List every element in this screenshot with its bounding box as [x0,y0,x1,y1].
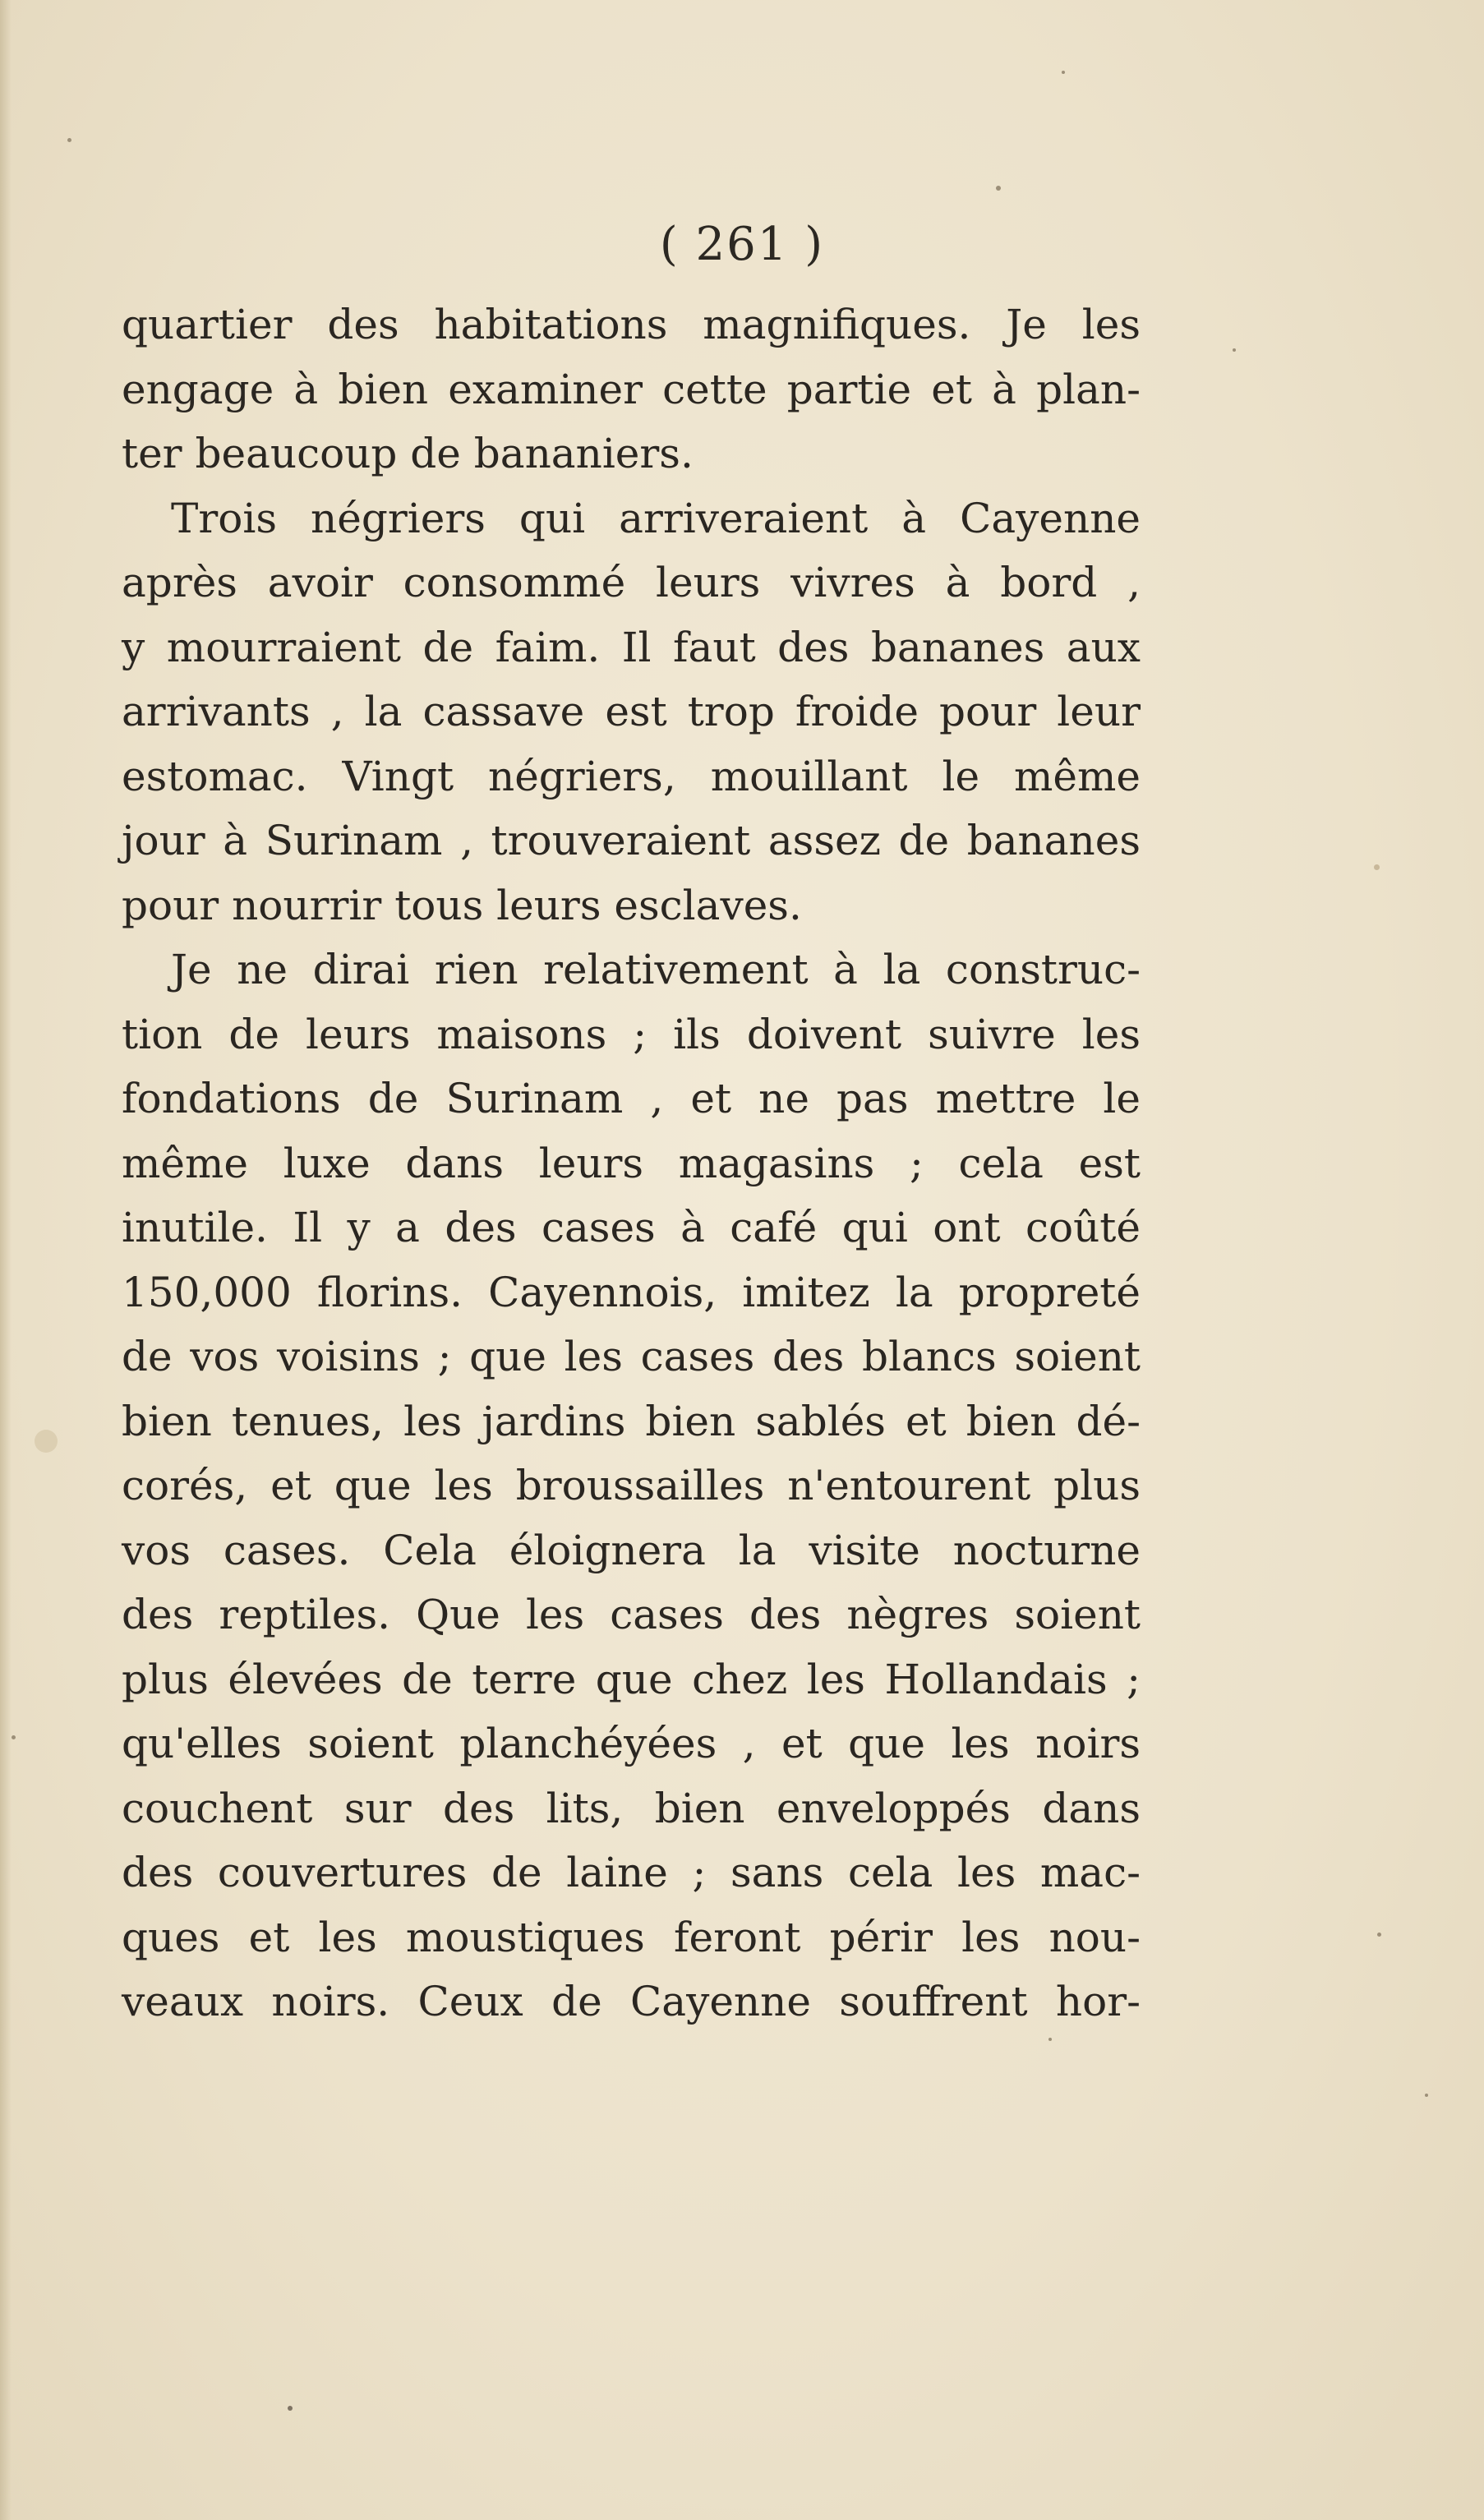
paper-speck [35,1430,58,1453]
text-line: des couvertures de laine ; sans cela les mac- [122,1849,1141,1896]
text-line: vos cases. Cela éloignera la visite nocturne [122,1526,1141,1574]
text-line: tion de leurs maisons ; ils doivent suivre les [122,1010,1141,1058]
body-text [122,293,1141,2034]
text-line: qu'elles soient planchéyées , et que les noirs [122,1720,1141,1767]
text-line: bien tenues, les jardins bien sablés et bien dé- [122,1397,1141,1445]
paper-speck [288,2406,293,2411]
text-line: quartier des habitations magnifiques. Je les [122,301,1141,348]
paper-speck [1062,71,1065,74]
paper-speck [1374,864,1380,870]
text-line: ques et les moustiques feront périr les nou- [122,1913,1141,1961]
text-line: pour nourrir tous leurs esclaves. [122,881,802,929]
text-line: inutile. Il y a des cases à café qui ont coûté [122,1204,1141,1251]
text-line: estomac. Vingt négriers, mouillant le même [122,752,1141,800]
text-line: plus élevées de terre que chez les Hollandais ; [122,1655,1141,1703]
text-line: Trois négriers qui arriveraient à Cayenne [171,494,1141,542]
text-line: après avoir consommé leurs vivres à bord , [122,559,1141,606]
paper-speck [1048,2038,1052,2041]
text-line: 150,000 florins. Cayennois, imitez la propreté [122,1268,1141,1316]
paper-speck [1425,2094,1428,2097]
text-line: y mourraient de faim. Il faut des bananes aux [122,623,1141,671]
paper-speck [996,186,1001,191]
text-line: de vos voisins ; que les cases des blancs soient [122,1333,1141,1380]
paper-speck [12,1735,16,1739]
text-line: des reptiles. Que les cases des nègres soient [122,1591,1141,1638]
text-line: engage à bien examiner cette partie et à plan- [122,365,1141,413]
text-line: ter beaucoup de bananiers. [122,430,694,477]
page-edge-shadow [0,0,12,2520]
text-line: veaux noirs. Ceux de Cayenne souffrent hor- [122,1978,1141,2025]
text-line: même luxe dans leurs magasins ; cela est [122,1139,1141,1187]
text-line: jour à Surinam , trouveraient assez de bananes [122,817,1141,864]
text-line: couchent sur des lits, bien enveloppés dans [122,1784,1141,1832]
paper-speck [1377,1933,1381,1937]
paper-speck [67,138,71,142]
text-line: fondations de Surinam , et ne pas mettre le [122,1075,1141,1122]
paper-speck [1233,348,1236,352]
text-line: arrivants , la cassave est trop froide pour leur [122,688,1141,735]
text-line: corés, et que les broussailles n'entourent plus [122,1462,1141,1509]
page-number: ( 261 ) [659,218,825,271]
text-line: Je ne dirai rien relativement à la construc- [171,946,1141,993]
